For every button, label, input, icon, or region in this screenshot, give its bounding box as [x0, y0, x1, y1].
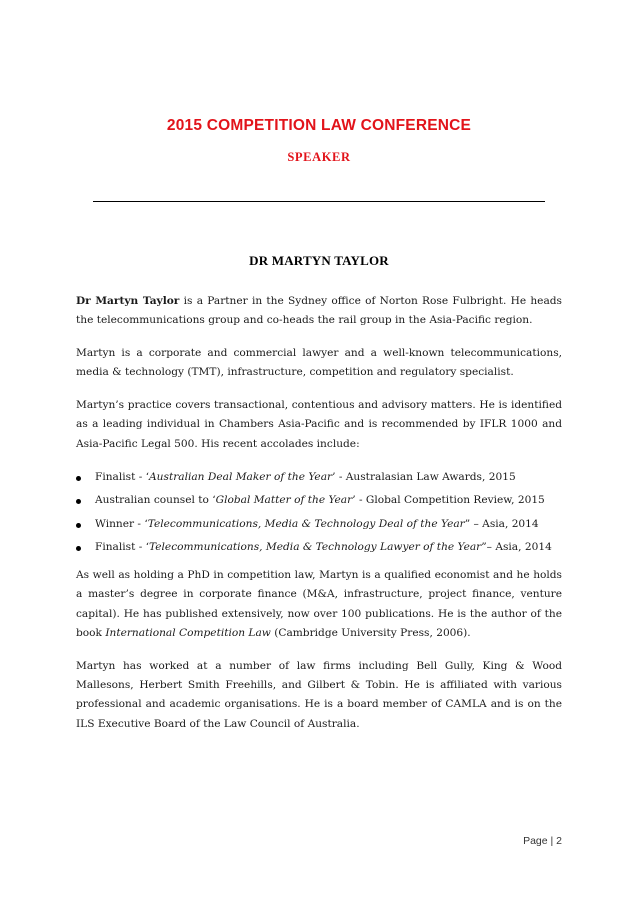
- speaker-subtitle: SPEAKER: [287, 150, 351, 164]
- separator-rule: [93, 201, 545, 202]
- list-item: Winner - ‘Telecommunications, Media & Technology Deal of the Year” – Asia, 2014: [76, 515, 562, 534]
- bullet-icon: [76, 476, 81, 481]
- speaker-name: DR MARTYN TAYLOR: [249, 253, 389, 268]
- bullet-icon: [76, 523, 81, 528]
- conference-title: 2015 COMPETITION LAW CONFERENCE: [166, 117, 472, 134]
- bio-paragraph-4: As well as holding a PhD in competition law, Martyn is a qualified economist and he holds a master’s degree in corporate finance (M&A, infrastructure, project finance, venture capital). He has published extensively, now over 100 publications. He is the author of the book International Competition Law (Cambridge University Press, 2006).: [76, 569, 562, 639]
- bio-paragraph-5: Martyn has worked at a number of law firms including Bell Gully, King & Wood Mallesons, Herbert Smith Freehills, and Gilbert & Tobin. He is affiliated with various professional and academic organisations. He is a board member of CAMLA and is on the ILS Executive Board of the Law Council of Australia.: [76, 659, 562, 730]
- bullet-icon: [76, 499, 81, 504]
- bio-paragraph-1-text: is a Partner in the Sydney office of Norton Rose Fulbright. He heads the telecommunications group and co-heads the rail group in the Asia-Pacific region.: [76, 295, 562, 327]
- accolades-list: [76, 468, 562, 558]
- bio-paragraph-3: Martyn’s practice covers transactional, contentious and advisory matters. He is identified as a leading individual in Chambers Asia-Pacific and is recommended by IFLR 1000 and Asia-Pacific Legal 500. His recent accolades include:: [76, 399, 562, 450]
- bio-body: [76, 292, 562, 747]
- bullet-icon: [76, 546, 81, 551]
- list-item: Finalist - ‘Telecommunications, Media & Technology Lawyer of the Year”– Asia, 2014: [76, 538, 562, 557]
- bio-paragraph-1: [76, 292, 562, 331]
- list-item: Finalist - ‘Australian Deal Maker of the Year’ - Australasian Law Awards, 2015: [76, 468, 562, 487]
- page-number: Page | 2: [523, 835, 562, 847]
- bio-name-bold: Dr Martyn Taylor: [76, 295, 180, 307]
- bio-paragraph-2: Martyn is a corporate and commercial lawyer and a well-known telecommunications, media & technology (TMT), infrastructure, competition and regulatory specialist.: [76, 347, 562, 379]
- book-title: International Competition Law: [105, 626, 271, 639]
- list-item: Australian counsel to ‘Global Matter of the Year’ - Global Competition Review, 2015: [76, 491, 562, 510]
